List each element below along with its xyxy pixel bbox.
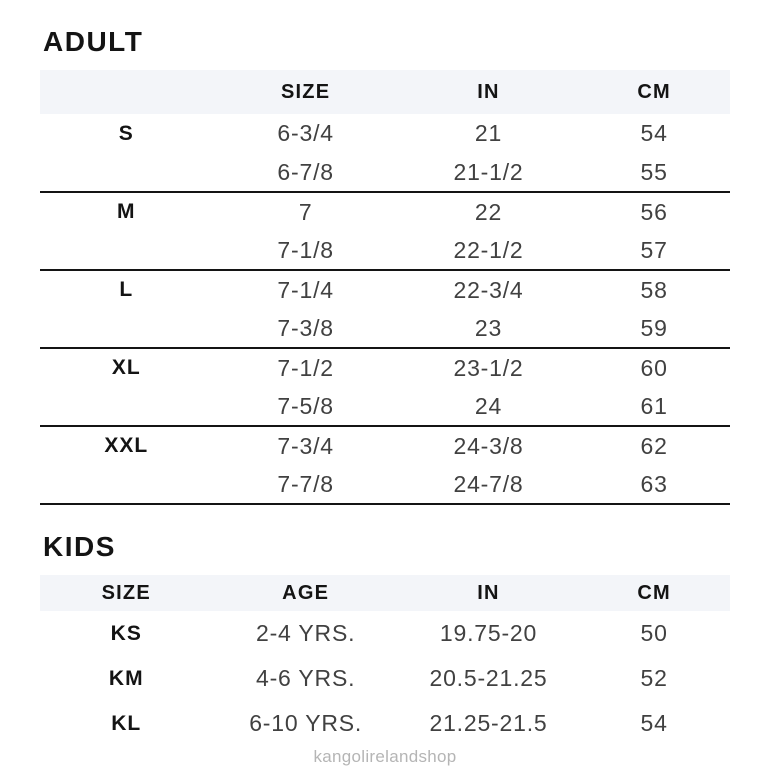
value-cell: 7-3/8 [213, 309, 399, 348]
value-cell: 19.75-20 [439, 620, 538, 646]
header-row [40, 70, 730, 114]
value-cell: 54 [640, 710, 668, 736]
column-header: IN [399, 575, 578, 611]
row-label-cell [40, 387, 213, 426]
table-row [40, 270, 730, 309]
value-cell: 7-1/2 [277, 354, 334, 381]
value-cell: 61 [578, 387, 730, 426]
value-cell: 22 [474, 198, 503, 225]
value-cell: 2-4 YRS. [255, 620, 356, 646]
adult-size-table [40, 70, 730, 505]
value-cell: 24-7/8 [399, 465, 578, 504]
row-label-cell: S [118, 121, 134, 145]
row-label-cell [40, 465, 213, 504]
watermark-text: kangolirelandshop [313, 747, 457, 766]
row-label-cell: KS [110, 621, 142, 645]
value-cell: 21-1/2 [399, 153, 578, 192]
row-label-cell: M [117, 200, 136, 223]
kids-size-table [40, 575, 730, 746]
table-row [40, 309, 730, 348]
value-cell: 21.25-21.5 [429, 710, 548, 736]
table-row [40, 348, 730, 387]
row-label-cell: KL [111, 711, 142, 735]
value-cell: 23-1/2 [453, 354, 524, 381]
table-row [40, 465, 730, 504]
table-row [40, 231, 730, 270]
column-header: SIZE [40, 575, 213, 611]
column-header: AGE [213, 575, 399, 611]
value-cell: 56 [640, 198, 668, 225]
row-label-cell [40, 309, 213, 348]
value-cell: 54 [640, 120, 668, 146]
row-label-cell [40, 231, 213, 270]
value-cell: 7 [298, 198, 313, 225]
table-row [40, 153, 730, 192]
table-row [40, 701, 730, 746]
table-row [40, 656, 730, 701]
value-cell: 63 [578, 465, 730, 504]
value-cell: 58 [640, 276, 668, 303]
row-label-cell: L [119, 278, 134, 301]
value-cell: 7-1/4 [277, 276, 334, 303]
value-cell: 50 [640, 620, 668, 646]
value-cell: 6-3/4 [277, 120, 334, 146]
column-header: CM [578, 70, 730, 114]
value-cell: 22-3/4 [453, 276, 524, 303]
value-cell: 7-5/8 [213, 387, 399, 426]
row-label-cell: XL [111, 356, 141, 379]
value-cell: 22-1/2 [399, 231, 578, 270]
value-cell: 6-10 YRS. [249, 710, 363, 736]
table-row [40, 426, 730, 465]
value-cell: 20.5-21.25 [429, 665, 548, 691]
table-row [40, 114, 730, 153]
table-row [40, 611, 730, 656]
column-header: IN [399, 70, 578, 114]
value-cell: 7-7/8 [213, 465, 399, 504]
row-label-cell: KM [108, 666, 144, 690]
value-cell: 52 [640, 665, 668, 691]
value-cell: 60 [640, 354, 668, 381]
column-header: CM [578, 575, 730, 611]
value-cell: 7-1/8 [213, 231, 399, 270]
header-row [40, 575, 730, 611]
value-cell: 23 [399, 309, 578, 348]
table-row [40, 387, 730, 426]
kids-section-heading: KIDS [43, 531, 116, 562]
column-header [40, 70, 213, 114]
table-row [40, 192, 730, 231]
value-cell: 24 [399, 387, 578, 426]
value-cell: 24-3/8 [453, 432, 524, 459]
value-cell: 7-3/4 [277, 432, 334, 459]
value-cell: 6-7/8 [213, 153, 399, 192]
column-header: SIZE [213, 70, 399, 114]
value-cell: 59 [578, 309, 730, 348]
adult-section-heading: ADULT [43, 26, 144, 57]
value-cell: 62 [640, 432, 668, 459]
value-cell: 4-6 YRS. [255, 665, 356, 691]
value-cell: 55 [578, 153, 730, 192]
row-label-cell [40, 153, 213, 192]
row-label-cell: XXL [104, 434, 149, 457]
value-cell: 57 [578, 231, 730, 270]
value-cell: 21 [474, 120, 503, 146]
